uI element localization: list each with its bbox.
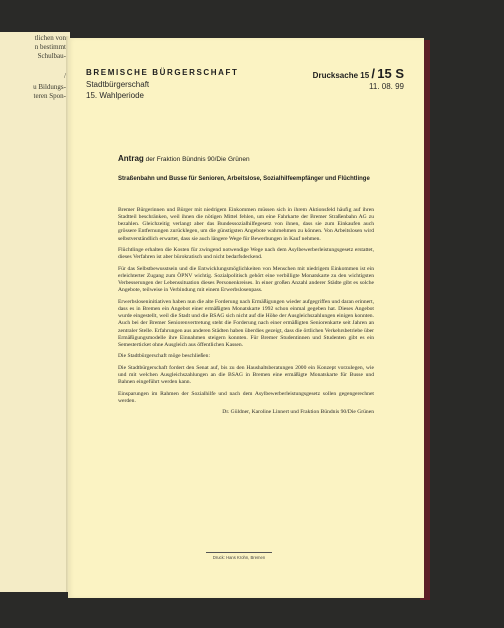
legislative-period: 15. Wahlperiode [86, 91, 144, 100]
document-reference [313, 66, 404, 91]
drucksache-number: 15 S [377, 66, 404, 81]
previous-page-text: Schulbau- [37, 52, 66, 60]
chamber-name: Stadtbürgerschaft [86, 80, 150, 89]
motion-author: der Fraktion Bündnis 90/Die Grünen [145, 156, 250, 163]
drucksache [313, 66, 404, 81]
motion-title: Antrag [118, 154, 144, 163]
resolution-text: Die Stadtbürgerschaft fordert den Senat auf, bis zu den Haushaltsberatungen 2000 ein Konzept vorzulegen, wie und mit welchen Ausgleichszahlungen an die BSAG in Bremen eine ermäßigte Monatskarte für Busse und Bahnen eingeführt werden kann. [118, 364, 374, 386]
organization-name: BREMISCHE BÜRGERSCHAFT [86, 68, 239, 77]
body-paragraph: Für das Selbstbewusstsein und die Entwicklungsmöglichkeiten von Menschen mit niedrigem Einkommen ist ein erleichterter Zugang zum ÖPNV wichtig. Sozialpolitisch gehört eine verbilligte Monatskarte zu den wichtigsten Verbesserungen der Lebenssituation dieses Personenkreises. In einer großen Anzahl anderer Städte gibt es solche Angebote, teilweise in Verbindung mit einem Erwerbslosenpass. [118, 265, 374, 294]
footer-rule [206, 552, 272, 553]
previous-page-text [0, 72, 66, 81]
drucksache-label: Drucksache 15 [312, 71, 370, 80]
body-paragraph: Bremer Bürgerinnen und Bürger mit niedrigem Einkommen müssen sich in ihrem Aktionsfeld häufig auf ihren Stadtteil beschränken, weil ihnen die nötigen Mittel fehlen, um eine Fahrkarte der Bremer Straßenbahn AG zu bezahlen. Gleichzeitig verlangt aber das Bundessozialhilfegesetz von ihnen, dass sie zum Einkaufen auch grössere Entfernungen zurücklegen, um die günstigsten Angebote wahrnehmen zu können. Von Arbeitslosen wird selbstverständlich erwartet, dass sie auch längere Wege für Bewerbungen in Kauf nehmen. [118, 207, 374, 242]
resolution-text: Einsparungen im Rahmen der Sozialhilfe und nach dem Asylbewerberleistungsgesetz sollen gegengerechnet werden. [118, 390, 374, 404]
motion-heading [118, 154, 250, 163]
drucksache-separator: / [371, 66, 376, 81]
document-page [68, 38, 424, 598]
resolution-intro: Die Stadtbürgerschaft möge beschließen: [118, 353, 211, 360]
body-paragraph: Erwerbsloseninitiativen haben nun die alte Forderung nach Ermäßigungen wieder aufgegriffen und daran erinnert, dass es in Bremen ein Angebot einer ermäßigten Monatskarte 1992 schon einmal gegeben hat. Dieses Angebot wurde eingestellt, weil die Stadt und die BSAG sich nicht auf die Höhe der Ausgleichszahlungen einigen konnten. Auch bei der Bremer Seniorenvertretung steht die Forderung nach einer ermäßigten Seniorenkarte seit Jahren an zentraler Stelle. Erfahrungen aus anderen Städten haben überdies gezeigt, dass die örtlichen Verkehrsbetriebe über Ermäßigungsmodelle ihre Einnahmen steigern konnten. Für Bremer Studentinnen und Studenten gibt es ein Semesterticket ohne Ausgleich aus öffentlichen Kassen. [118, 298, 374, 348]
document-date: 11. 08. 99 [369, 82, 404, 91]
body-paragraph: Flüchtlinge erhalten die Kosten für zwingend notwendige Wege nach dem Asylbewerberleistungsgesetz erstattet, dieses Verfahren ist aber bürokratisch und nicht bedarfsdeckend. [118, 247, 374, 261]
previous-page-text: u Bildungs- [33, 83, 66, 91]
previous-page-text: teren Spon- [33, 92, 66, 100]
motion-body [118, 207, 374, 421]
printer-note: Druck: Hans Krohn, Bremen [212, 555, 266, 560]
motion-subject: Straßenbahn und Busse für Senioren, Arbeitslose, Sozialhilfeempfänger und Flüchtlinge [118, 176, 370, 182]
signature: Dr. Güldner, Karoline Linnert und Fraktion Bündnis 90/Die Grünen [222, 409, 374, 416]
previous-page-text: n bestimmt [34, 43, 66, 51]
previous-page-text: tlichen von [34, 34, 66, 42]
previous-page-edge [0, 32, 70, 592]
